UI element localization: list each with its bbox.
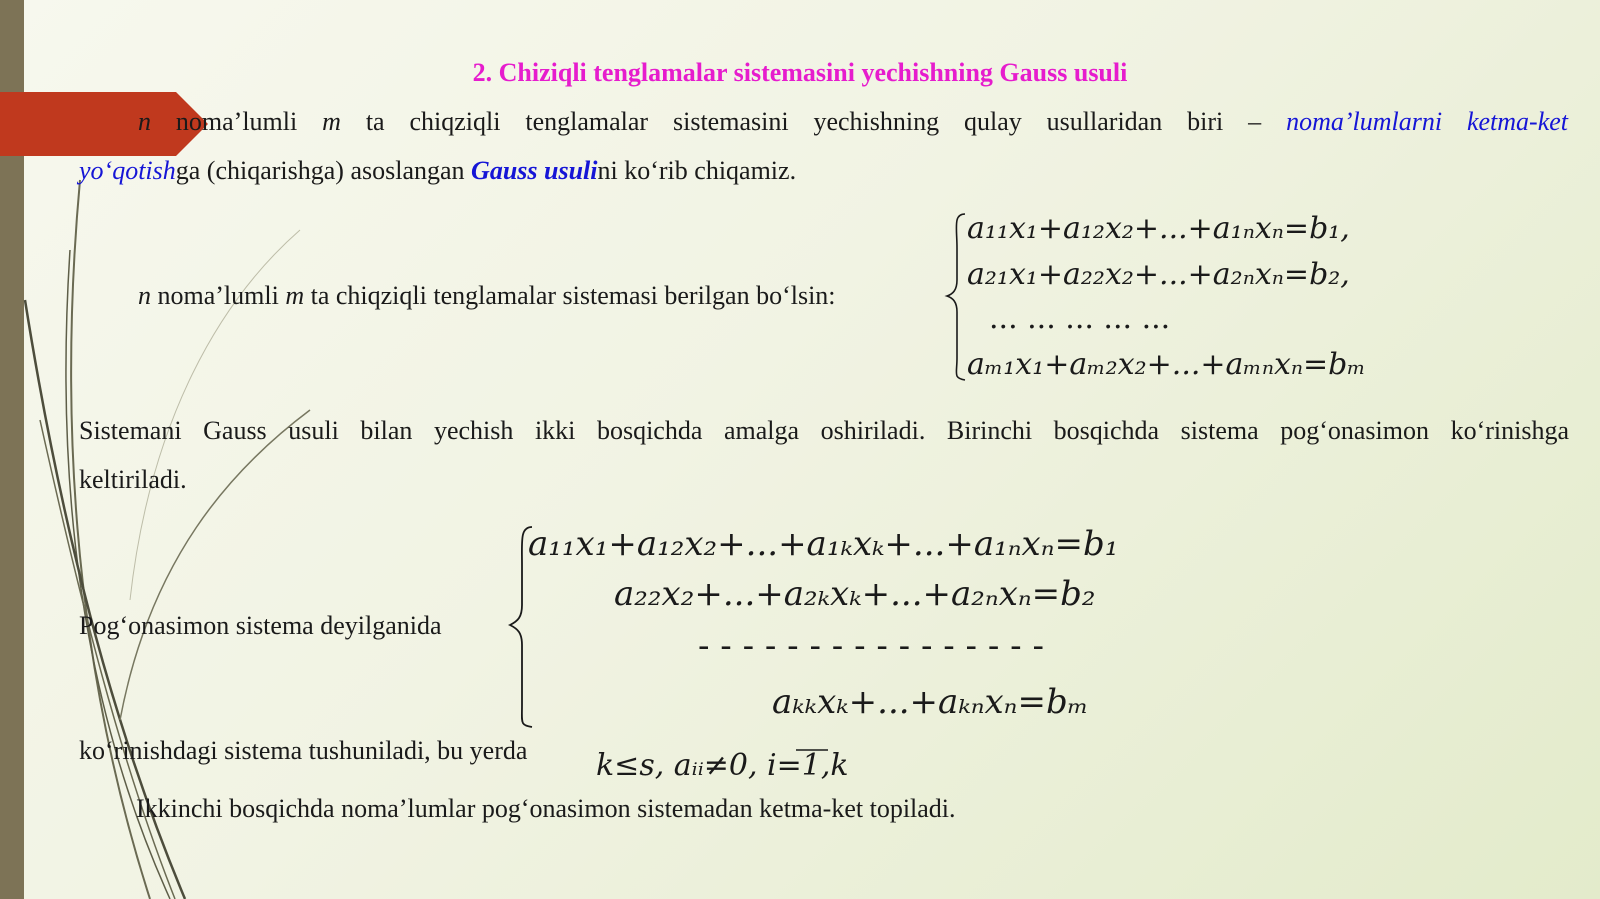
text: ta chiqziqli tenglamalar sistemasi berilgan bo‘lsin:: [304, 281, 836, 310]
paragraph-3-line-1: Sistemani Gauss usuli bilan yechish ikki bosqichda amalga oshiriladi. Birinchi bosqichda sistema pog‘onasimon ko‘rinishga: [79, 416, 1569, 445]
svg-text:a₁₁x₁+a₁₂x₂+...+a₁ₖxₖ+...+a₁ₙx: a₁₁x₁+a₁₂x₂+...+a₁ₖxₖ+...+a₁ₙxₙ=b₁: [528, 524, 1119, 564]
svg-text:aₘ₁x₁+aₘ₂x₂+...+aₘₙxₙ=bₘ: aₘ₁x₁+aₘ₂x₂+...+aₘₙxₙ=bₘ: [967, 347, 1366, 382]
var-n: n: [138, 281, 151, 310]
var-n: n: [138, 107, 151, 136]
text: noma’lumli: [151, 281, 286, 310]
condition-formula: [596, 744, 849, 786]
paragraph-1-line-1: [80, 107, 1568, 137]
highlight-text: noma’lumlarni ketma-ket: [1286, 107, 1569, 136]
text: ga (chiqarishga) asoslangan: [175, 156, 472, 185]
paragraph-3-line-2: keltiriladi.: [79, 465, 187, 494]
highlight-text: yo‘qotish: [79, 156, 176, 185]
paragraph-5: ko‘rinishdagi sistema tushuniladi, bu yerda: [79, 736, 528, 765]
paragraph-6: Ikkinchi bosqichda noma’lumlar pog‘onasimon sistemadan ketma-ket topiladi.: [136, 794, 956, 823]
svg-text:a₁₁x₁+a₁₂x₂+...+a₁ₙxₙ=b₁,: a₁₁x₁+a₁₂x₂+...+a₁ₙxₙ=b₁,: [967, 211, 1350, 246]
text: ni ko‘rib chiqamiz.: [597, 156, 797, 185]
svg-text:a₂₂x₂+...+a₂ₖxₖ+...+a₂ₙxₙ=b₂: a₂₂x₂+...+a₂ₖxₖ+...+a₂ₙxₙ=b₂: [614, 574, 1096, 614]
text: ta chiqziqli tenglamalar sistemasini yechishning qulay usullaridan biri –: [340, 107, 1262, 136]
svg-text:... ... ... ... ...: ... ... ... ... ...: [989, 301, 1171, 336]
linear-system-formula: [945, 208, 1366, 388]
text: noma’lumli: [151, 107, 323, 136]
svg-text:aₖₖxₖ+...+aₖₙxₙ=bₘ: aₖₖxₖ+...+aₖₙxₙ=bₘ: [772, 682, 1089, 722]
svg-text:k≤s, aᵢᵢ≠0, i=1,k: k≤s, aᵢᵢ≠0, i=1,k: [596, 748, 849, 783]
paragraph-1-line-2: [79, 156, 796, 186]
var-m: m: [285, 281, 305, 310]
gauss-method-term: Gauss usuli: [471, 156, 598, 185]
paragraph-2: [138, 281, 836, 311]
var-m: m: [322, 107, 341, 136]
paragraph-4: Pog‘onasimon sistema deyilganida: [79, 611, 442, 640]
svg-text:- - - - - - - - - - - - - - -: - - - - - - - - - - - - - - - -: [698, 626, 1044, 666]
echelon-system-formula: [508, 524, 1119, 730]
slide-title: 2. Chiziqli tenglamalar sistemasini yechishning Gauss usuli: [472, 58, 1128, 87]
svg-text:a₂₁x₁+a₂₂x₂+...+a₂ₙxₙ=b₂,: a₂₁x₁+a₂₂x₂+...+a₂ₙxₙ=b₂,: [967, 257, 1350, 292]
